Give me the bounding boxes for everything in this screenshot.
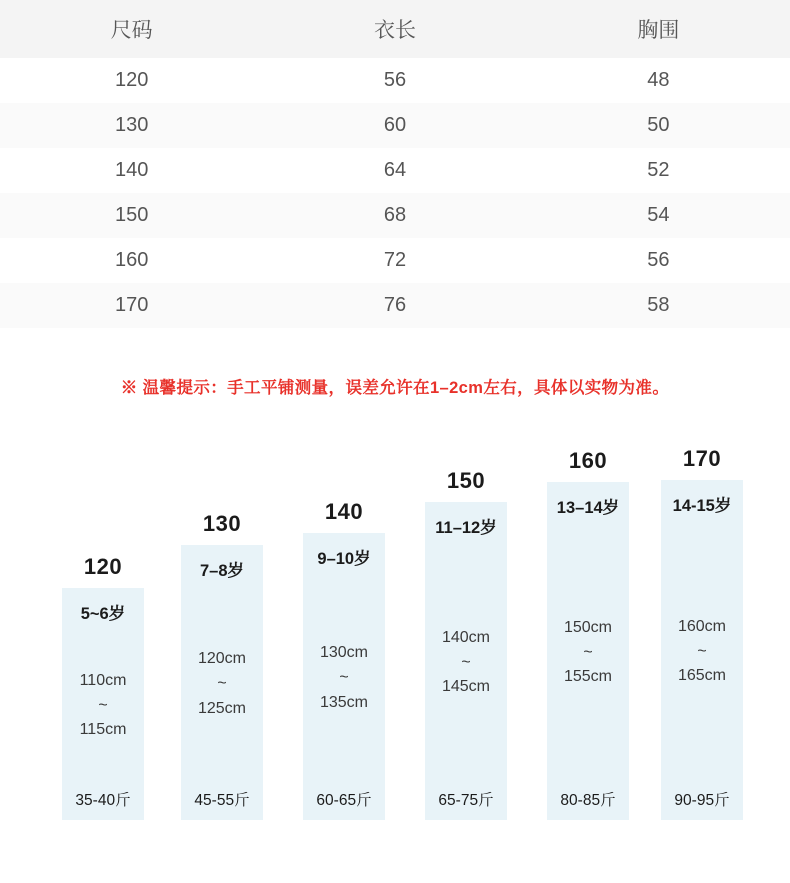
cell-bust: 52 [527, 148, 790, 193]
height-separator: ~ [339, 669, 349, 687]
weight-range: 35-40斤 [75, 791, 131, 809]
size-column-140 [303, 499, 385, 820]
cell-length: 64 [263, 148, 526, 193]
height-min: 120cm [197, 650, 247, 668]
age-range: 7–8岁 [199, 562, 245, 580]
height-range [678, 615, 726, 689]
size-recommendation-chart [0, 420, 790, 840]
size-column-170 [661, 446, 743, 820]
size-column-150 [425, 468, 507, 820]
height-min: 130cm [319, 644, 369, 662]
table-row [0, 193, 790, 238]
weight-range: 80-85斤 [560, 791, 616, 809]
weight-range: 60-65斤 [316, 791, 372, 809]
weight-range: 65-75斤 [438, 791, 494, 809]
table-row [0, 58, 790, 103]
column-header-size: 尺码 [0, 0, 263, 58]
age-range: 5~6岁 [80, 605, 126, 623]
cell-size: 130 [0, 103, 263, 148]
cell-size: 140 [0, 148, 263, 193]
size-column-130 [181, 511, 263, 820]
size-column-label: 130 [202, 511, 242, 536]
cell-size: 160 [0, 238, 263, 283]
cell-size: 120 [0, 58, 263, 103]
size-chart-body [0, 58, 790, 328]
column-header-length: 衣长 [263, 0, 526, 58]
height-max: 155cm [563, 668, 613, 686]
size-column-label: 170 [682, 446, 722, 471]
weight-range: 90-95斤 [674, 791, 730, 809]
size-column-label: 140 [324, 499, 364, 524]
height-range [442, 626, 490, 700]
cell-length: 72 [263, 238, 526, 283]
height-range [564, 616, 612, 690]
height-max: 125cm [197, 699, 247, 717]
height-min: 110cm [79, 671, 127, 689]
height-max: 135cm [319, 693, 369, 711]
table-row [0, 238, 790, 283]
height-range [198, 647, 246, 721]
size-column-bar [425, 502, 507, 820]
table-row [0, 283, 790, 328]
size-column-label: 160 [568, 448, 608, 473]
size-column-bar [181, 545, 263, 820]
size-column-bar [547, 482, 629, 820]
cell-bust: 56 [527, 238, 790, 283]
height-separator: ~ [583, 643, 593, 661]
height-separator: ~ [697, 642, 707, 660]
column-header-bust: 胸围 [527, 0, 790, 58]
size-column-160 [547, 448, 629, 820]
size-column-120 [62, 554, 144, 820]
height-max: 115cm [79, 721, 127, 739]
table-header-row [0, 0, 790, 58]
height-separator: ~ [217, 675, 227, 693]
height-min: 160cm [677, 617, 727, 635]
height-min: 150cm [563, 618, 613, 636]
height-min: 140cm [441, 628, 491, 646]
size-column-bar [661, 480, 743, 820]
age-range: 11–12岁 [435, 519, 497, 537]
cell-size: 170 [0, 283, 263, 328]
cell-bust: 58 [527, 283, 790, 328]
cell-length: 56 [263, 58, 526, 103]
age-range: 13–14岁 [556, 499, 620, 517]
table-row [0, 148, 790, 193]
height-separator: ~ [461, 653, 471, 671]
weight-range: 45-55斤 [194, 791, 250, 809]
cell-bust: 50 [527, 103, 790, 148]
size-column-bar [62, 588, 144, 820]
height-range [80, 669, 127, 743]
table-row [0, 103, 790, 148]
cell-size: 150 [0, 193, 263, 238]
age-range: 9–10岁 [317, 550, 371, 568]
size-column-bar [303, 533, 385, 820]
size-column-label: 150 [446, 468, 486, 493]
cell-bust: 48 [527, 58, 790, 103]
height-separator: ~ [98, 696, 108, 714]
height-max: 145cm [441, 678, 491, 696]
size-column-label: 120 [83, 554, 123, 579]
cell-length: 76 [263, 283, 526, 328]
cell-length: 60 [263, 103, 526, 148]
size-chart-table [0, 0, 790, 328]
measurement-note: ※ 温馨提示：手工平铺测量，误差允许在1–2cm左右，具体以实物为准。 [120, 379, 670, 397]
age-range: 14-15岁 [672, 497, 732, 515]
height-range [320, 641, 368, 715]
cell-length: 68 [263, 193, 526, 238]
size-chart-header [0, 0, 790, 58]
cell-bust: 54 [527, 193, 790, 238]
height-max: 165cm [677, 667, 727, 685]
